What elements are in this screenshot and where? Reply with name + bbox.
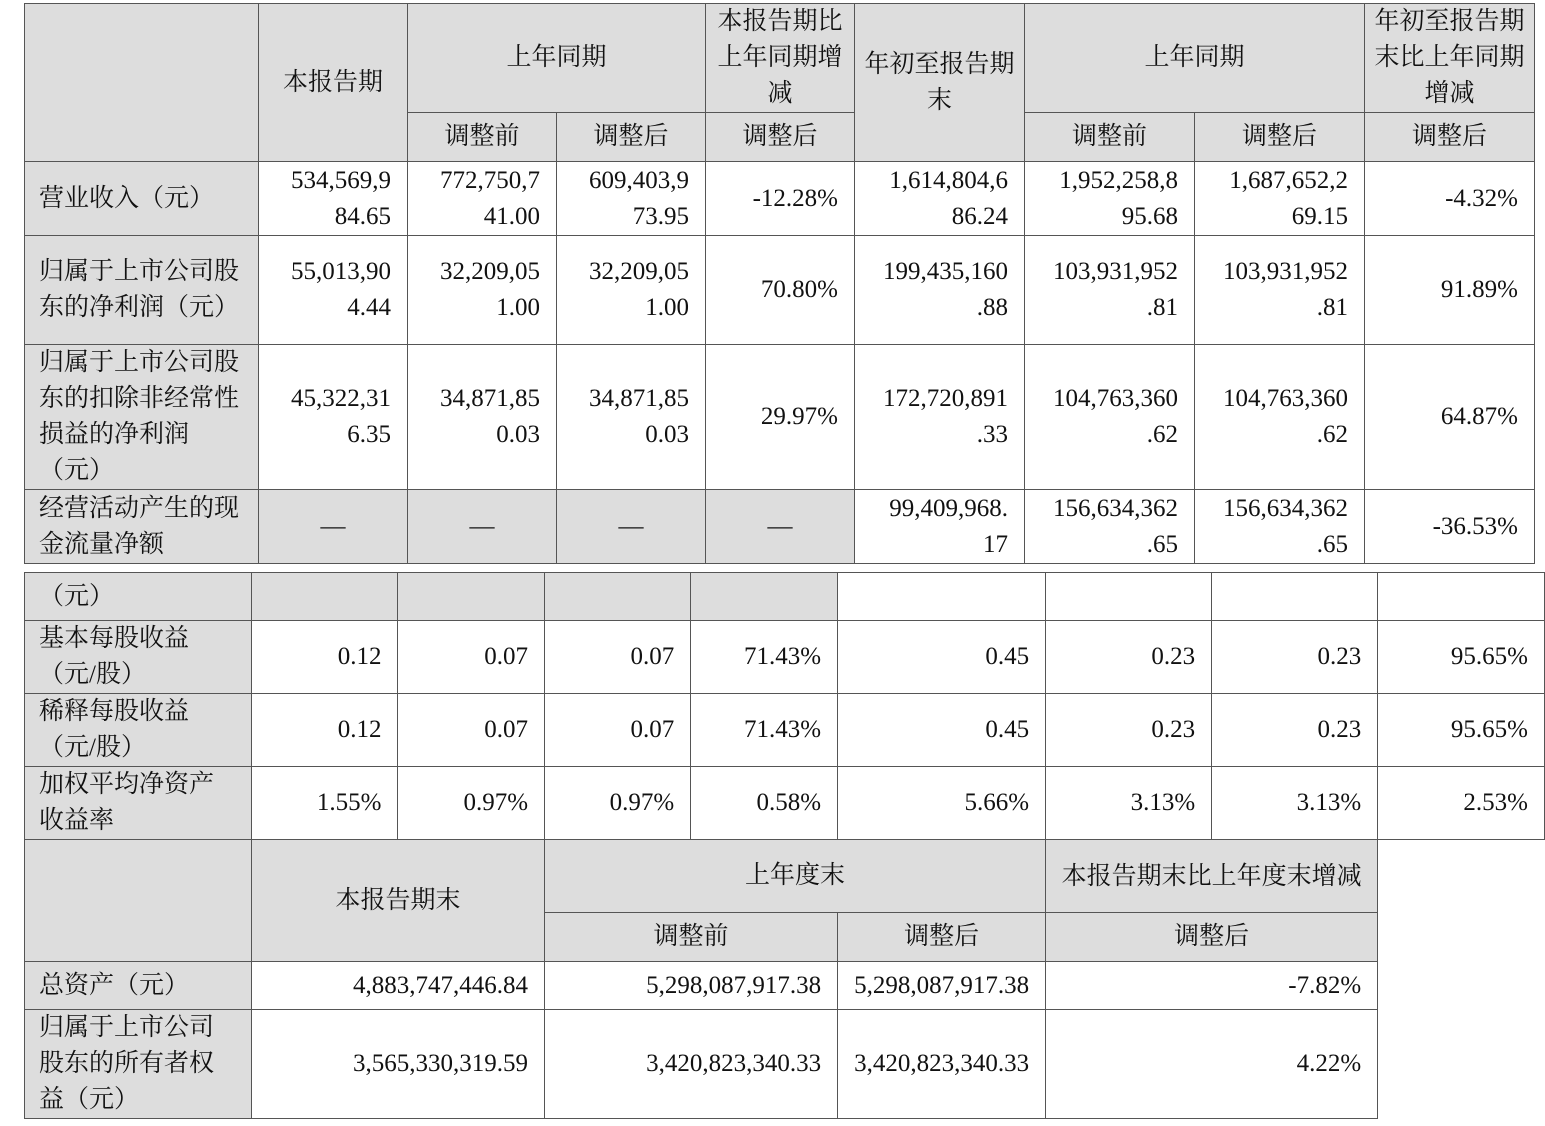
empty-cell [1378, 573, 1545, 621]
row-label: 基本每股收益（元/股） [25, 621, 252, 694]
table-row [25, 573, 1545, 621]
cell-value: 104,763,360 .62 [1195, 345, 1365, 490]
cell-value: 1,952,258,8 95.68 [1025, 162, 1195, 236]
cell-value: 0.23 [1046, 621, 1212, 694]
cell-value: — [706, 490, 855, 564]
cell-value: 1,687,652,2 69.15 [1195, 162, 1365, 236]
header-after-adjust-change-2: 调整后 [1365, 113, 1535, 162]
header-ytd: 年初至报告期末 [855, 4, 1025, 162]
cell-value: 32,209,05 1.00 [557, 236, 706, 345]
cell-value: 0.23 [1212, 621, 1378, 694]
cell-value: 1.55% [251, 767, 398, 840]
cell-value: 0.07 [398, 621, 545, 694]
table-row [25, 345, 1535, 490]
financial-table-top [24, 3, 1535, 564]
empty-cell [1212, 573, 1378, 621]
row-label: 归属于上市公司股东的扣除非经常性损益的净利润（元） [25, 345, 259, 490]
header-before-adjust: 调整前 [545, 913, 838, 962]
cell-value: 3.13% [1212, 767, 1378, 840]
row-label: 稀释每股收益（元/股） [25, 694, 252, 767]
cell-value: 95.65% [1378, 621, 1545, 694]
cell-value: 0.97% [545, 767, 691, 840]
cell-value: 0.58% [691, 767, 838, 840]
header-before-adjust-2: 调整前 [1025, 113, 1195, 162]
row-label: 总资产（元） [25, 962, 252, 1010]
cell-value: 199,435,160 .88 [855, 236, 1025, 345]
cell-value: — [557, 490, 706, 564]
cell-value: 772,750,7 41.00 [408, 162, 557, 236]
header-current-period: 本报告期 [259, 4, 408, 162]
corner-header-cell [25, 840, 252, 962]
table-row [25, 1010, 1545, 1119]
row-label: 营业收入（元） [25, 162, 259, 236]
cell-value: 172,720,891 .33 [855, 345, 1025, 490]
header-last-year-same-period: 上年同期 [408, 4, 706, 113]
cell-value: 99,409,968. 17 [855, 490, 1025, 564]
cell-value: 34,871,85 0.03 [557, 345, 706, 490]
header-period-change: 本报告期比上年同期增减 [706, 4, 855, 113]
cell-value: 70.80% [706, 236, 855, 345]
cell-value: -4.32% [1365, 162, 1535, 236]
cell-value: 0.07 [545, 694, 691, 767]
empty-cell [691, 573, 838, 621]
cell-value: 103,931,952 .81 [1025, 236, 1195, 345]
cell-value: 3,565,330,319.59 [251, 1010, 544, 1119]
cell-value: 55,013,90 4.44 [259, 236, 408, 345]
corner-header-cell [25, 4, 259, 162]
row-label: （元） [25, 573, 252, 621]
cell-value: 34,871,85 0.03 [408, 345, 557, 490]
header-ytd-change: 年初至报告期末比上年同期增减 [1365, 4, 1535, 113]
header-before-adjust: 调整前 [408, 113, 557, 162]
cell-value: 156,634,362 .65 [1195, 490, 1365, 564]
cell-value: 0.07 [398, 694, 545, 767]
cell-value: -12.28% [706, 162, 855, 236]
empty-cell [1046, 573, 1212, 621]
header-after-adjust-2: 调整后 [1195, 113, 1365, 162]
cell-value: 91.89% [1365, 236, 1535, 345]
row-label: 经营活动产生的现金流量净额 [25, 490, 259, 564]
table-row [25, 490, 1535, 564]
cell-value: 29.97% [706, 345, 855, 490]
empty-cell [398, 573, 545, 621]
cell-value: 0.07 [545, 621, 691, 694]
table-row [25, 694, 1545, 767]
cell-value: 2.53% [1378, 767, 1545, 840]
empty-cell [838, 573, 1046, 621]
cell-value: 4,883,747,446.84 [251, 962, 544, 1010]
table-row [25, 962, 1545, 1010]
cell-value: 104,763,360 .62 [1025, 345, 1195, 490]
cell-value: 0.12 [251, 694, 398, 767]
header-after-adjust: 调整后 [838, 913, 1046, 962]
header-after-adjust-change: 调整后 [1046, 913, 1378, 962]
cell-value: 5,298,087,917.38 [545, 962, 838, 1010]
cell-value: 103,931,952 .81 [1195, 236, 1365, 345]
cell-value: 609,403,9 73.95 [557, 162, 706, 236]
cell-value: 3,420,823,340.33 [838, 1010, 1046, 1119]
header-after-adjust: 调整后 [557, 113, 706, 162]
empty-cell [251, 573, 398, 621]
cell-value: 64.87% [1365, 345, 1535, 490]
row-label: 归属于上市公司股东的净利润（元） [25, 236, 259, 345]
empty-cell [545, 573, 691, 621]
cell-value: 5,298,087,917.38 [838, 962, 1046, 1010]
cell-value: 3.13% [1046, 767, 1212, 840]
cell-value: 534,569,9 84.65 [259, 162, 408, 236]
cell-value: 32,209,05 1.00 [408, 236, 557, 345]
row-label: 加权平均净资产收益率 [25, 767, 252, 840]
cell-value: 45,322,31 6.35 [259, 345, 408, 490]
financial-table-bottom [24, 572, 1545, 1119]
cell-value: — [408, 490, 557, 564]
table-row [25, 162, 1535, 236]
cell-value: -7.82% [1046, 962, 1378, 1010]
table-row [25, 621, 1545, 694]
cell-value: 156,634,362 .65 [1025, 490, 1195, 564]
table-row [25, 236, 1535, 345]
cell-value: 71.43% [691, 694, 838, 767]
cell-value: 0.45 [838, 621, 1046, 694]
header-after-adjust-change: 调整后 [706, 113, 855, 162]
cell-value: -36.53% [1365, 490, 1535, 564]
header-last-year-end: 上年度末 [545, 840, 1046, 913]
cell-value: — [259, 490, 408, 564]
cell-value: 5.66% [838, 767, 1046, 840]
table-row [25, 767, 1545, 840]
header-last-year-same-period-2: 上年同期 [1025, 4, 1365, 113]
cell-value: 0.12 [251, 621, 398, 694]
cell-value: 0.23 [1046, 694, 1212, 767]
cell-value: 71.43% [691, 621, 838, 694]
row-label: 归属于上市公司股东的所有者权益（元） [25, 1010, 252, 1119]
cell-value: 4.22% [1046, 1010, 1378, 1119]
cell-value: 1,614,804,6 86.24 [855, 162, 1025, 236]
cell-value: 0.23 [1212, 694, 1378, 767]
cell-value: 95.65% [1378, 694, 1545, 767]
cell-value: 3,420,823,340.33 [545, 1010, 838, 1119]
header-end-change: 本报告期末比上年度末增减 [1046, 840, 1378, 913]
header-period-end: 本报告期末 [251, 840, 544, 962]
cell-value: 0.97% [398, 767, 545, 840]
cell-value: 0.45 [838, 694, 1046, 767]
